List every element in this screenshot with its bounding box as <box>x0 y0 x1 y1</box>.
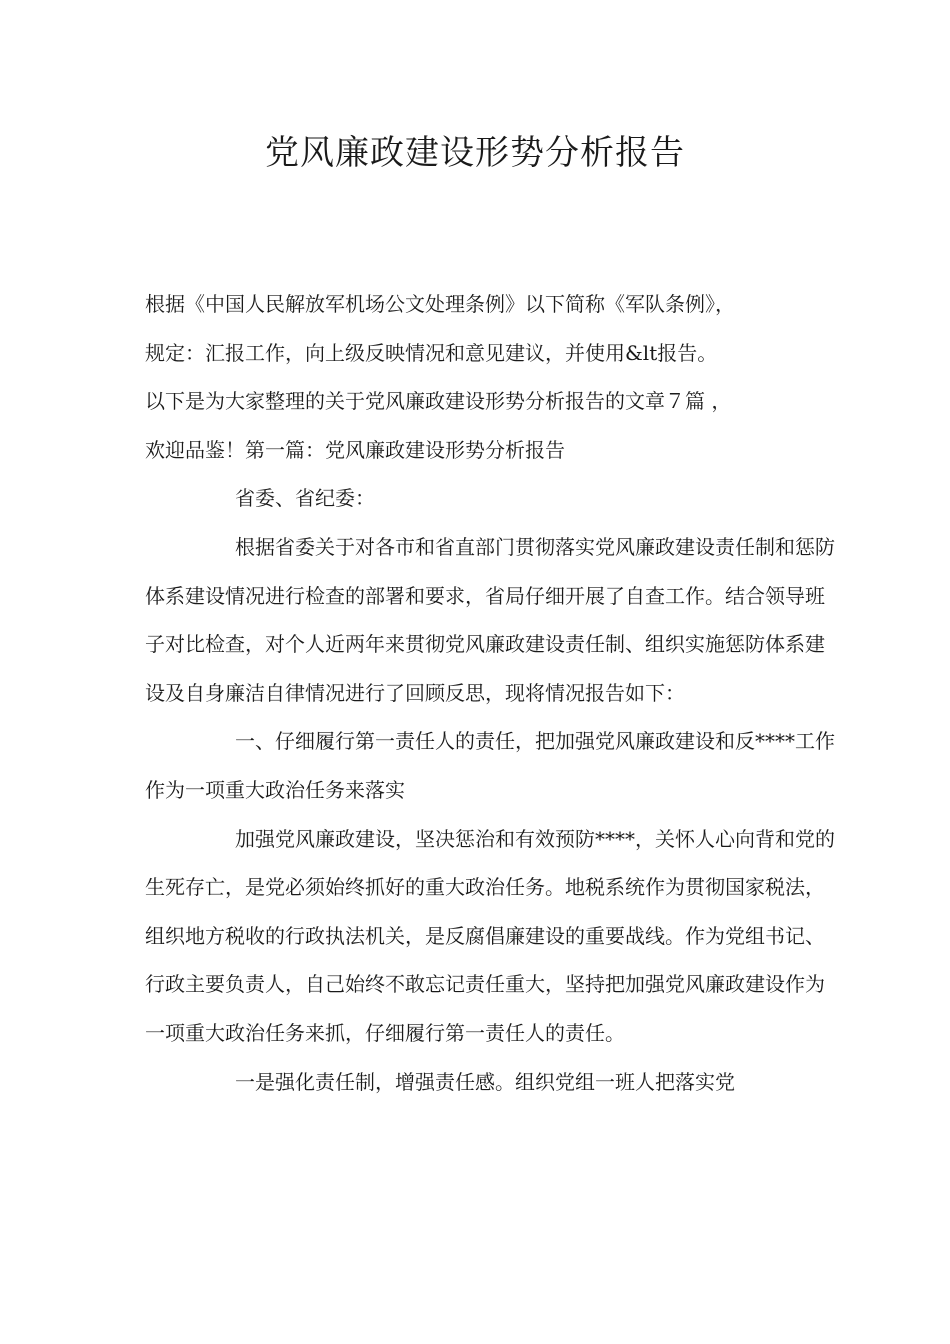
intro-line-4: 欢迎品鉴！第一篇：党风廉政建设形势分析报告 <box>145 437 565 462</box>
paragraph-section-1: 加强党风廉政建设，坚决惩治和有效预防****，关怀人心向背和党的生死存亡，是党必须始终抓好的重大政治任务。地税系统作为贯彻国家税法，组织地方税收的行政执法机关，是反腐倡廉建设的重要战线。作为党组书记、行政主要负责人，自己始终不敢忘记责任重大，坚持把加强党风廉政建设作为一项重大政治任务来抓，仔细履行第一责任人的责任。 <box>145 826 835 1045</box>
intro-line-2: 规定：汇报工作，向上级反映情况和意见建议，并使用&lt报告。 <box>145 340 718 365</box>
document-title: 党风廉政建设形势分析报告 <box>265 133 685 173</box>
intro-line-3: 以下是为大家整理的关于党风廉政建设形势分析报告的文章７篇 ， <box>145 389 732 414</box>
paragraph-point-1: 一是强化责任制，增强责任感。组织党组一班人把落实党 <box>235 1069 735 1094</box>
paragraph-intro <box>145 280 835 474</box>
paragraph-salutation: 省委、省纪委： <box>235 486 375 511</box>
paragraph-background: 根据省委关于对各市和省直部门贯彻落实党风廉政建设责任制和惩防体系建设情况进行检查的部署和要求，省局仔细开展了自查工作。结合领导班子对比检查，对个人近两年来贯彻党风廉政建设责任制、组织实施惩防体系建设及自身廉洁自律情况进行了回顾反思，现将情况报告如下： <box>145 534 835 705</box>
document-body <box>145 280 835 1106</box>
section-heading-1: 一、仔细履行第一责任人的责任，把加强党风廉政建设和反****工作作为一项重大政治任务来落实 <box>145 729 835 802</box>
intro-line-1: 根据《中国人民解放军机场公文处理条例》以下简称《军队条例》， <box>145 292 735 316</box>
